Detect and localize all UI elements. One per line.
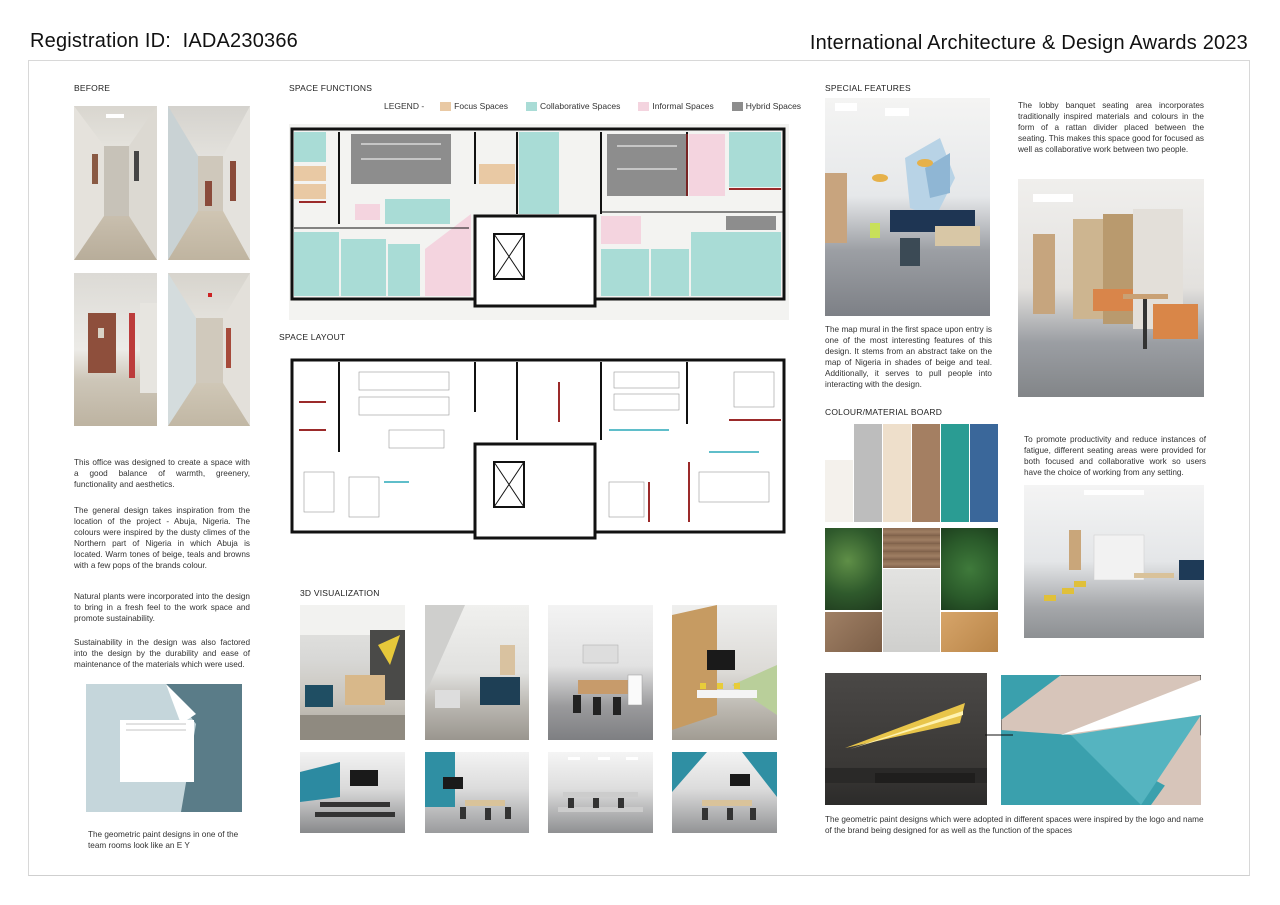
viz-geometric-room-render — [672, 752, 777, 833]
viz-teal-meeting-render — [425, 752, 529, 833]
legend-item-label: Hybrid Spaces — [745, 101, 802, 111]
concrete-material — [883, 569, 940, 652]
registration-line — [30, 30, 298, 53]
visualization-heading: 3D VISUALIZATION — [300, 588, 380, 598]
fabric-material — [941, 612, 998, 652]
focus-swatch — [440, 102, 451, 111]
before-heading: BEFORE — [74, 83, 111, 93]
corridor-illustration — [168, 106, 250, 260]
viz-cork-wall-render — [672, 605, 777, 740]
hybrid-swatch — [732, 102, 743, 111]
render-illustration — [825, 673, 987, 805]
before-photo-corridor-2 — [168, 106, 250, 260]
lobby-description: The lobby banquet seating area incorporates traditionally inspired materials and colours in the form of a rattan divider placed between the seating. This makes this space good for focused as well as collaborative work between two people. — [1018, 101, 1204, 154]
viz-open-office-render — [548, 752, 653, 833]
before-photo-corridor-4 — [168, 273, 250, 426]
ey-geometric-diagram — [86, 684, 242, 812]
colour-swatch-4 — [912, 424, 940, 522]
render-illustration — [672, 752, 777, 833]
connector-arrow — [985, 730, 1015, 740]
description-paragraph-1: This office was designed to create a space with a good balance of warmth, greenery, functionality and aesthetics. — [74, 458, 250, 489]
lobby-banquet-photo — [1018, 179, 1204, 397]
legend-label: LEGEND - — [384, 101, 425, 111]
ey-diagram-graphic — [86, 684, 242, 812]
colour-swatch-3 — [883, 424, 911, 522]
description-paragraph-2: The general design takes inspiration from the location of the project - Abuja, Nigeria. The colours were inspired by the dusty climes of the Northern part of Nigeria in which Abuja is located. Warm tones of beige, teals and browns with a few pops of the brands colour. — [74, 506, 250, 570]
special-features-heading: SPECIAL FEATURES — [825, 83, 911, 93]
before-photo-corridor-1 — [74, 106, 157, 260]
viz-meeting-render — [548, 605, 653, 740]
award-title: International Architecture & Design Awards 2023 — [809, 32, 1248, 54]
colour-swatch-1 — [825, 460, 853, 522]
legend-item-label: Collaborative Spaces — [540, 101, 621, 111]
space-functions-heading: SPACE FUNCTIONS — [289, 83, 373, 93]
render-illustration — [300, 605, 405, 740]
floor-plan-functions-graphic — [289, 124, 789, 320]
collaborative-swatch — [526, 102, 537, 111]
legend-item-label: Informal Spaces — [652, 101, 714, 111]
render-illustration — [425, 752, 529, 833]
geometric-wall-photo — [825, 673, 987, 805]
corridor-illustration — [168, 273, 250, 426]
colour-swatch-5 — [941, 424, 969, 522]
render-illustration — [425, 605, 529, 740]
space-layout-floor-plan — [289, 352, 789, 552]
description-paragraph-4: Sustainability in the design was also factored into the design by the durability and ease of maintenance of the materials which were used. — [74, 638, 250, 669]
registration-label: Registration ID: — [30, 30, 172, 52]
render-illustration — [300, 752, 405, 833]
colour-material-board — [825, 424, 998, 654]
description-paragraph-3: Natural plants were incorporated into the design to bring in a fresh feel to the work space and promote sustainability. — [74, 592, 250, 623]
colour-swatch-2 — [854, 424, 882, 522]
palm-leaf-material — [941, 528, 998, 610]
render-illustration — [1024, 485, 1204, 638]
render-illustration — [1018, 179, 1204, 397]
before-photo-corridor-3 — [74, 273, 157, 426]
legend-item-label: Focus Spaces — [454, 101, 509, 111]
viz-training-room-render — [300, 752, 405, 833]
wood-plank-material — [883, 528, 940, 568]
geometric-caption-left: The geometric paint designs in one of the team rooms look like an E Y — [88, 830, 239, 850]
seating-areas-photo — [1024, 485, 1204, 638]
legend-item-hybrid — [732, 101, 801, 111]
map-mural-photo — [825, 98, 990, 316]
geometric-diagram-graphic — [1001, 675, 1201, 805]
monstera-leaf-material — [825, 528, 882, 610]
legend-item-collaborative — [526, 101, 620, 111]
corridor-illustration — [74, 273, 157, 426]
floor-plan-layout-graphic — [289, 352, 789, 552]
colour-board-heading: COLOUR/MATERIAL BOARD — [825, 407, 943, 417]
space-functions-floor-plan — [289, 124, 789, 320]
informal-swatch — [638, 102, 649, 111]
render-illustration — [548, 605, 653, 740]
viz-lounge-render — [425, 605, 529, 740]
legend-item-informal — [638, 101, 713, 111]
render-illustration — [548, 752, 653, 833]
render-illustration — [672, 605, 777, 740]
render-illustration — [825, 98, 990, 316]
legend-item-focus — [440, 101, 508, 111]
map-mural-description: The map mural in the first space upon entry is one of the most interesting features of this design. It stems from an abstract take on the map of Nigeria in shades of beige and teal. Additionally, it serves to pull people into interacting with the design. — [825, 325, 992, 389]
corridor-illustration — [74, 106, 157, 260]
viz-reception-render — [300, 605, 405, 740]
space-functions-legend — [384, 101, 813, 111]
registration-id: IADA230366 — [182, 30, 298, 52]
space-layout-heading: SPACE LAYOUT — [279, 332, 346, 342]
wood-texture-material-dark — [825, 612, 882, 652]
geometric-paint-diagram — [1001, 675, 1201, 805]
productivity-description: To promote productivity and reduce instances of fatigue, different seating areas were provided for both focused and collaborative work so users have the choice of working from any setting. — [1024, 435, 1206, 477]
colour-swatch-6 — [970, 424, 998, 522]
geometric-caption-right: The geometric paint designs which were adopted in different spaces were inspired by the logo and name of the brand being designed for as well as the function of the spaces — [825, 815, 1204, 835]
